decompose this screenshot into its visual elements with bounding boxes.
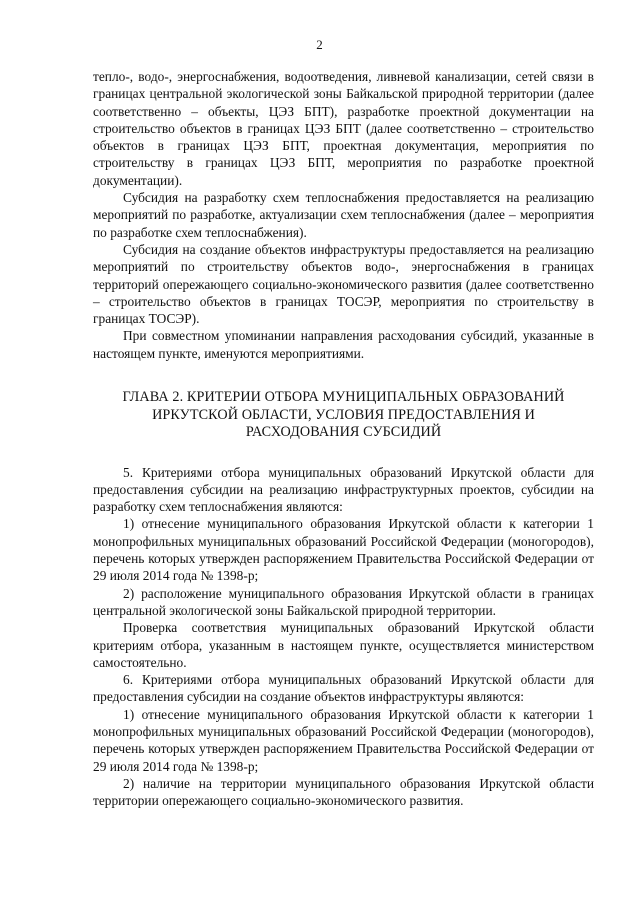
section-6-item-2: 2) наличие на территории муниципального образования Иркутской области территории опережающего социально-экономического развития. — [93, 775, 594, 809]
section-5-verification: Проверка соответствия муниципальных образований Иркутской области критериям отбора, указанным в настоящем пункте, осуществляется министерством самостоятельно. — [93, 620, 594, 670]
infrastructure-subsidy-paragraph: Субсидия на создание объектов инфраструктуры предоставляется на реализацию мероприятий по строительству объектов водо-, энергоснабжения в границах территорий опережающего социально-экономического развития (далее соответственно – строительство объектов в границах ТОСЭР, мероприятия по строительству в границах ТОСЭР). — [93, 241, 594, 327]
chapter-heading — [93, 389, 594, 442]
heat-supply-schemes-paragraph: Субсидия на разработку схем теплоснабжения предоставляется на реализацию мероприятий по разработке, актуализации схем теплоснабжения (далее – мероприятия по разработке схем теплоснабжения). — [93, 190, 594, 240]
chapter-heading-line: ИРКУТСКОЙ ОБЛАСТИ, УСЛОВИЯ ПРЕДОСТАВЛЕНИЯ И — [152, 406, 535, 423]
section-5-item-1: 1) отнесение муниципального образования Иркутской области к категории 1 монопрофильных муниципальных образований Российской Федерации (моногородов), перечень которых утвержден распоряжением Правительства Российской Федерации от 29 июля 2014 года № 1398-р; — [93, 516, 594, 584]
section-6-lead: 6. Критериями отбора муниципальных образований Иркутской области для предоставления субсидии на создание объектов инфраструктуры являются: — [93, 672, 594, 705]
page-number: 2 — [316, 37, 323, 52]
section-6-item-1: 1) отнесение муниципального образования Иркутской области к категории 1 монопрофильных муниципальных образований Российской Федерации (моногородов), перечень которых утвержден распоряжением Правительства Российской Федерации от 29 июля 2014 года № 1398-р; — [93, 706, 594, 774]
joint-mention-paragraph: При совместном упоминании направления расходования субсидий, указанные в настоящем пункте, именуются мероприятиями. — [93, 328, 594, 361]
chapter-heading-line: ГЛАВА 2. КРИТЕРИИ ОТБОРА МУНИЦИПАЛЬНЫХ ОБРАЗОВАНИЙ — [122, 389, 565, 406]
chapter-heading-line: РАСХОДОВАНИЯ СУБСИДИЙ — [245, 424, 442, 441]
section-5-item-2: 2) расположение муниципального образования Иркутской области в границах центральной экологической зоны Байкальской природной территории. — [93, 585, 594, 618]
section-5-lead: 5. Критериями отбора муниципальных образований Иркутской области для предоставления субсидии на реализацию инфраструктурных проектов, субсидии на разработку схем теплоснабжения являются: — [93, 464, 594, 515]
document-body — [93, 68, 594, 809]
intro-continuation-paragraph: тепло-, водо-, энергоснабжения, водоотведения, ливневой канализации, сетей связи в границах центральной экологической зоны Байкальской природной территории (далее соответственно – объекты, ЦЭЗ БПТ), разработке проектной документации на строительство объектов в границах ЦЭЗ БПТ (далее соответственно – строительство объектов в границах ЦЭЗ БПТ, проектная документация, мероприятия по строительству в границах ЦЭЗ БПТ, мероприятия по разработке проектной документации). — [93, 69, 594, 188]
